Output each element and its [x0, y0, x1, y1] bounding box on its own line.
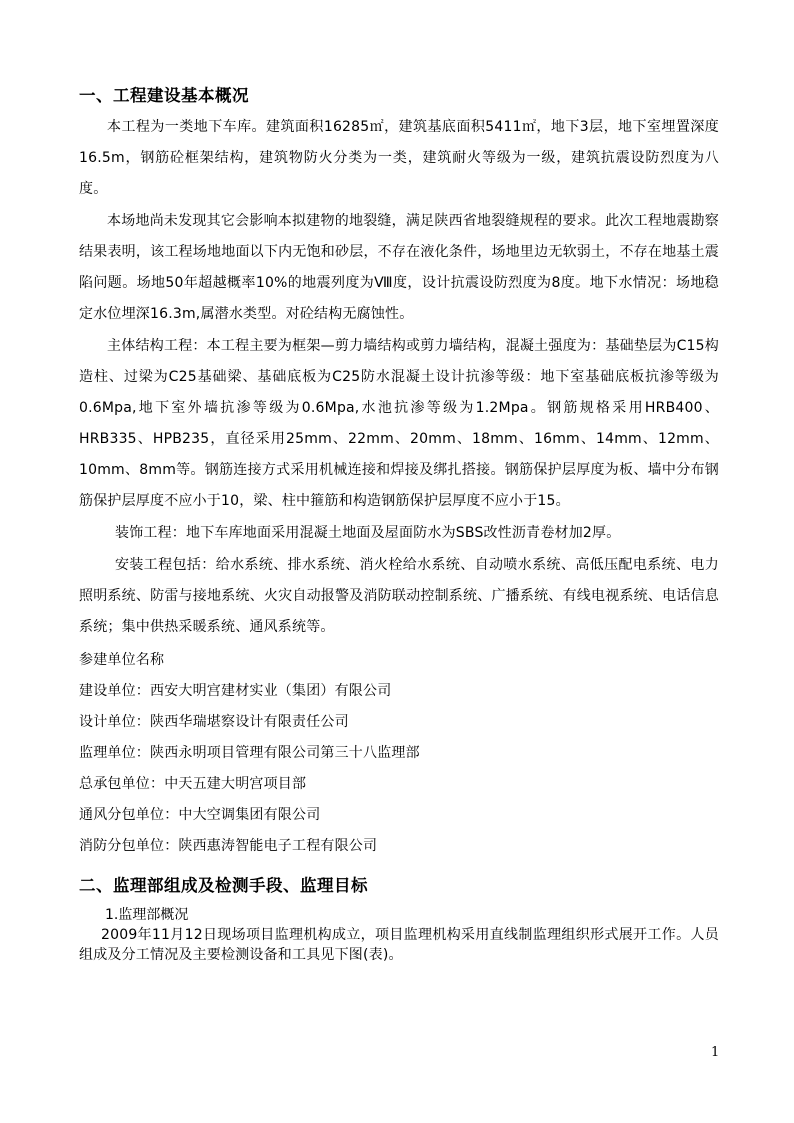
subsection-heading: 1.监理部概况: [105, 907, 189, 923]
unit-construction: 建设单位：西安大明宫建材实业（集团）有限公司: [79, 683, 392, 699]
paragraph-site-geology: 本场地尚未发现其它会影响本拟建物的地裂缝，满足陕西省地裂缝规程的要求。此次工程地震勘察结果表明，该工程场地地面以下内无饱和砂层，不存在液化条件，场地里边无软弱土，不存在地基土震陷问题。场地50年超越概率10%的地震列度为Ⅷ度，设计抗震设防烈度为8度。地下水情况：场地稳定水位埋深16.3m,属潜水类型。对砼结构无腐蚀性。: [79, 213, 719, 322]
paragraph-decoration: 装饰工程：地下车库地面采用混凝土地面及屋面防水为SBS改性沥青卷材加2厚。: [115, 525, 621, 541]
paragraph-main-structure: 主体结构工程：本工程主要为框架—剪力墙结构或剪力墙结构，混凝土强度为：基础垫层为C15构造柱、过梁为C25基础梁、基础底板为C25防水混凝土设计抗渗等级：地下室基础底板抗渗等级为0.6Mpa,地下室外墙抗渗等级为0.6Mpa,水池抗渗等级为1.2Mpa。钢筋规格采用HRB400、HRB335、HPB235，直径采用25mm、22mm、20mm、18mm、16mm、14mm、12mm、10mm、8mm等。钢筋连接方式采用机械连接和焊接及绑扎搭接。钢筋保护层厚度为板、墙中分布钢筋保护层厚度不应小于10，梁、柱中箍筋和构造钢筋保护层厚度不应小于15。: [79, 338, 719, 509]
unit-design: 设计单位：陕西华瑞堪察设计有限责任公司: [79, 714, 349, 730]
section-2-heading: 二、监理部组成及检测手段、监理目标: [79, 876, 368, 895]
paragraph-supervision-overview: 2009年11月12日现场项目监理机构成立，项目监理机构采用直线制监理组织形式展开工作。人员组成及分工情况及主要检测设备和工具见下图(表)。: [79, 927, 719, 963]
paragraph-project-overview: 本工程为一类地下车库。建筑面积16285㎡，建筑基底面积5411㎡，地下3层，地下室埋置深度16.5m，钢筋砼框架结构，建筑物防火分类为一类，建筑耐火等级为一级，建筑抗震设防烈度为八度。: [79, 119, 719, 197]
page-number: 1: [711, 1045, 720, 1060]
unit-supervision: 监理单位：陕西永明项目管理有限公司第三十八监理部: [79, 745, 420, 761]
unit-ventilation-subcontractor: 通风分包单位：中大空调集团有限公司: [79, 807, 321, 823]
unit-general-contractor: 总承包单位：中天五建大明宫项目部: [79, 776, 307, 792]
section-1-heading: 一、工程建设基本概况: [79, 86, 249, 105]
paragraph-installation: 安装工程包括：给水系统、排水系统、消火栓给水系统、自动喷水系统、高低压配电系统、电力照明系统、防雷与接地系统、火灾自动报警及消防联动控制系统、广播系统、有线电视系统、电话信息系统；集中供热采暖系统、通风系统等。: [79, 557, 719, 635]
unit-fire-subcontractor: 消防分包单位：陕西惠涛智能电子工程有限公司: [79, 838, 378, 854]
participating-units-title: 参建单位名称: [79, 652, 165, 668]
